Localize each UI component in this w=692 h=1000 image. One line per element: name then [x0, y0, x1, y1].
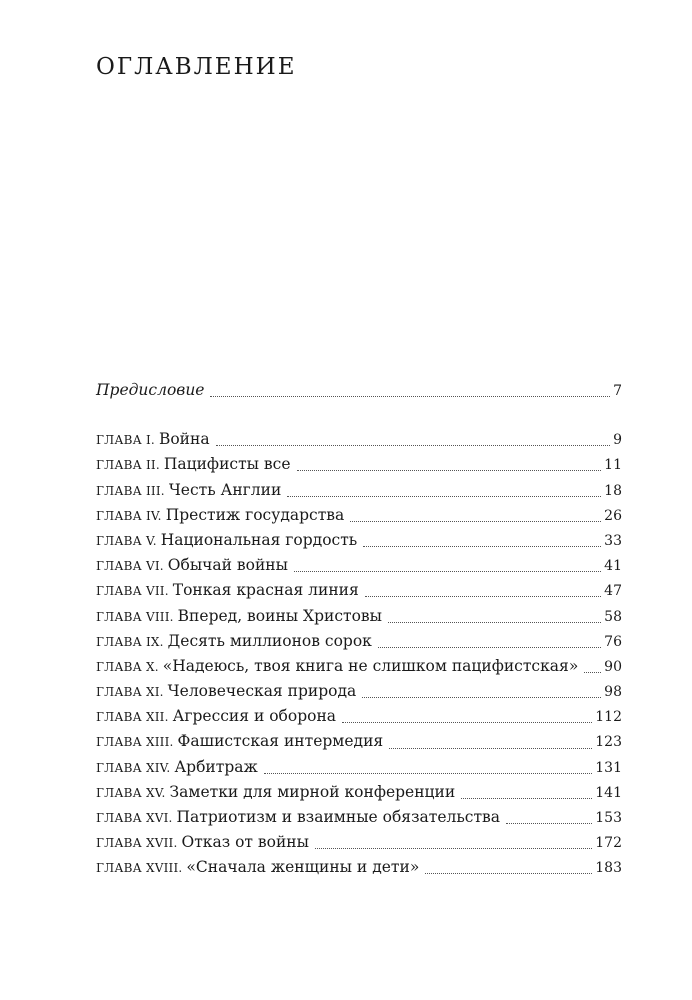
dot-leader — [425, 873, 592, 874]
dot-leader — [365, 596, 601, 597]
toc-entry[interactable] — [96, 629, 622, 654]
chapter-title: Патриотизм и взаимные обязательства — [176, 808, 501, 826]
toc-entry[interactable] — [96, 704, 622, 729]
dot-leader — [216, 445, 611, 446]
toc-entry-label — [96, 729, 383, 755]
toc-page-number: 9 — [613, 432, 622, 449]
toc-entry-label — [96, 478, 281, 504]
page-title: ОГЛАВЛЕНИЕ — [96, 54, 297, 80]
toc-page-number: 90 — [604, 658, 622, 675]
toc-page-number: 183 — [595, 860, 622, 877]
table-of-contents — [96, 378, 622, 881]
chapter-title: Честь Англии — [168, 480, 282, 499]
toc-entry-label — [96, 629, 372, 655]
dot-leader — [287, 496, 601, 497]
chapter-title: Отказ от войны — [181, 833, 309, 852]
toc-page-number: 33 — [604, 532, 622, 549]
chapter-title: Война — [158, 430, 210, 449]
dot-leader — [378, 647, 601, 648]
toc-page-number: 153 — [595, 810, 622, 826]
chapter-number: ГЛАВА XI. — [96, 685, 164, 700]
toc-entry[interactable] — [96, 780, 622, 805]
chapter-title: Фашистская интермедия — [177, 732, 384, 751]
chapter-title: Престиж государства — [165, 505, 345, 524]
chapter-number: ГЛАВА XIV. — [96, 760, 171, 775]
toc-page-number: 18 — [604, 482, 622, 499]
chapter-number: ГЛАВА VII. — [96, 584, 169, 599]
dot-leader — [294, 571, 601, 572]
toc-page-number: 58 — [604, 608, 622, 625]
dot-leader — [315, 848, 592, 849]
dot-leader — [342, 722, 592, 723]
chapter-title: Человеческая природа — [167, 682, 357, 701]
toc-page-number: 11 — [604, 457, 622, 474]
toc-entry[interactable] — [96, 503, 622, 528]
dot-leader — [350, 521, 601, 522]
chapter-number: ГЛАВА XV. — [96, 785, 166, 800]
chapter-number: ГЛАВА I. — [96, 433, 155, 448]
dot-leader — [210, 396, 610, 397]
toc-entry-title: Предисловие — [96, 381, 205, 399]
chapter-title: «Надеюсь, твоя книга не слишком пацифистская» — [162, 656, 579, 675]
chapter-number: ГЛАВА XIII. — [96, 735, 174, 750]
toc-entry[interactable] — [96, 729, 622, 754]
chapter-title: Арбитраж — [174, 757, 258, 776]
toc-entry-label — [96, 578, 359, 604]
chapter-title: Национальная гордость — [160, 530, 358, 549]
chapter-number: ГЛАВА XII. — [96, 710, 169, 725]
toc-page-number: 141 — [595, 784, 622, 801]
toc-entry-label — [96, 805, 500, 831]
chapter-number: ГЛАВА III. — [96, 483, 165, 498]
toc-entry[interactable] — [96, 578, 622, 603]
chapter-number: ГЛАВА II. — [96, 458, 160, 473]
toc-entry[interactable] — [96, 604, 622, 629]
chapter-number: ГЛАВА IX. — [96, 634, 164, 649]
toc-entry[interactable] — [96, 478, 622, 503]
toc-entry[interactable] — [96, 855, 622, 880]
toc-page-number: 76 — [604, 633, 622, 650]
toc-entry-label — [96, 604, 382, 630]
dot-leader — [388, 622, 601, 623]
toc-entry-label — [96, 830, 309, 856]
toc-page-number: 131 — [595, 759, 622, 776]
chapter-number: ГЛАВА XVII. — [96, 836, 178, 851]
toc-entry[interactable] — [96, 553, 622, 578]
toc-entry[interactable] — [96, 830, 622, 855]
toc-page-number: 98 — [604, 684, 622, 701]
toc-page-number: 123 — [595, 734, 622, 751]
chapter-number: ГЛАВА IV. — [96, 508, 162, 523]
dot-leader — [297, 470, 602, 471]
chapter-title: Агрессия и оборона — [172, 707, 337, 726]
toc-entry-label — [96, 452, 291, 478]
toc-page-number: 47 — [604, 583, 622, 600]
dot-leader — [362, 697, 601, 698]
toc-entry[interactable] — [96, 805, 622, 830]
dot-leader — [264, 773, 593, 774]
chapter-title: Заметки для мирной конференции — [169, 782, 456, 801]
toc-entry[interactable] — [96, 654, 622, 679]
toc-entry[interactable] — [96, 528, 622, 553]
toc-entry[interactable] — [96, 427, 622, 452]
chapter-title: Вперед, воины Христовы — [177, 606, 382, 625]
chapter-title: Обычай войны — [167, 556, 288, 575]
toc-entry-label — [96, 855, 419, 881]
toc-entry[interactable] — [96, 452, 622, 477]
toc-page-number: 7 — [613, 383, 622, 399]
toc-page-number: 112 — [595, 709, 622, 726]
chapter-title: Тонкая красная линия — [172, 581, 359, 600]
chapter-number: ГЛАВА X. — [96, 659, 159, 674]
dot-leader — [389, 748, 592, 749]
toc-entry[interactable] — [96, 755, 622, 780]
chapter-title: «Сначала женщины и дети» — [186, 858, 420, 877]
toc-entry-label — [96, 654, 578, 680]
toc-page-number: 172 — [595, 835, 622, 852]
chapter-title: Десять миллионов сорок — [167, 631, 372, 650]
chapter-number: ГЛАВА VI. — [96, 559, 164, 574]
toc-entry[interactable] — [96, 679, 622, 704]
toc-page-number: 41 — [604, 558, 622, 575]
toc-entry-label — [96, 704, 336, 730]
toc-entry-label — [96, 553, 288, 579]
chapter-number: ГЛАВА XVI. — [96, 811, 173, 825]
toc-entry-preface[interactable] — [96, 378, 622, 403]
toc-entry-label — [96, 780, 455, 806]
chapter-number: ГЛАВА V. — [96, 533, 157, 548]
toc-page-number: 26 — [604, 507, 622, 524]
dot-leader — [363, 546, 601, 547]
chapter-number: ГЛАВА VIII. — [96, 609, 174, 624]
dot-leader — [461, 798, 592, 799]
dot-leader — [506, 823, 592, 824]
toc-entry-label — [96, 755, 258, 781]
toc-entry-label — [96, 679, 356, 705]
dot-leader — [584, 672, 601, 673]
toc-entry-label — [96, 528, 357, 554]
toc-entry-label — [96, 427, 210, 453]
toc-entry-label — [96, 503, 344, 529]
chapter-title: Пацифисты все — [163, 455, 291, 474]
chapter-number: ГЛАВА XVIII. — [96, 861, 183, 876]
